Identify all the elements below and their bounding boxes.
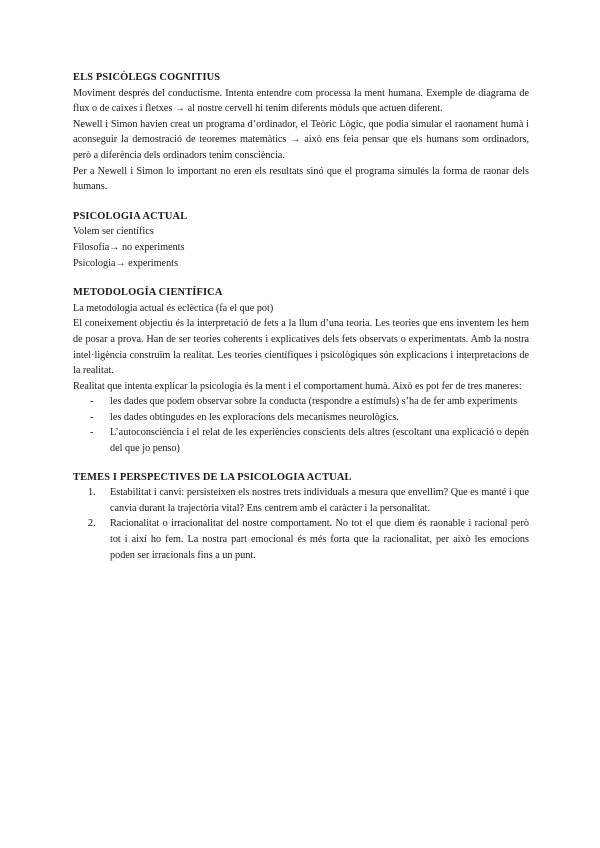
list-item-text: Racionalitat o irracionalitat del nostre comportament. No tot el que diem és raonable i racional però tot i així ho fem. La nostra part emocional és més forta que la racionalitat, per això les emocions poden ser irracionals fins a un punt. <box>110 518 529 561</box>
dash-marker: - <box>90 396 94 408</box>
section-title-metodologia: METODOLOGÍA CIENTÍFICA <box>73 287 223 299</box>
section-title-cognitius: ELS PSICÒLEGS COGNITIUS <box>73 72 221 83</box>
list-number: 2. <box>88 518 96 530</box>
paragraph: La metodologia actual és eclèctica (fa el que pot) <box>73 302 274 314</box>
paragraph: El coneixement objectiu és la interpretació de fets a la llum d’una teoria. Les teories que ens inventem les hem de posar a prova. Han de ser teories coherents i explicatives dels fets observats o experimentats. Amb la nostra intel·ligència construïm la realitat. Les teories científiques i psicològiques són explicacions i interpretacions de la realitat. <box>73 318 529 377</box>
text-line: Filosofía→ no experiments <box>73 241 185 253</box>
paragraph: Newell i Simon havien creat un programa d’ordinador, el Teòric Lògic, que podia simular el raonament humà i aconseguir la demostració de teoremes matemàtics → això ens feia pensar que els humans som ordinadors, però a diferència dels ordinadors tenim consciència. <box>73 118 529 161</box>
document-body <box>73 70 529 563</box>
list-number: 1. <box>88 487 96 499</box>
list-item-text: les dades que podem observar sobre la conducta (respondre a estímuls) s’ha de fer amb experiments <box>110 396 518 408</box>
list-item-text: Estabilitat i canvi: persisteixen els nostres trets individuals a mesura que envellim? Que es manté i que canvia durant la trajectòria vital? Ens centrem amb el caràcter i la personalitat. <box>110 487 529 514</box>
paragraph: Per a Newell i Simon lo important no eren els resultats sinó que el programa simulés la forma de raonar dels humans. <box>73 165 529 193</box>
list-item <box>73 394 529 410</box>
list-item-text: les dades obtingudes en les exploracions dels mecanismes neurològics. <box>110 411 399 423</box>
dash-marker: - <box>90 427 94 439</box>
paragraph: Realitat que intenta explicar la psicologia és la ment i el comportament humà. Això es pot fer de tres maneres: <box>73 380 522 392</box>
list-item <box>73 410 529 426</box>
list-item <box>73 516 529 563</box>
paragraph: Moviment després del conductisme. Intenta entendre com processa la ment humana. Exemple de diagrama de flux o de caixes i fletxes → al nostre cervell hi tenim diferents mòduls que actuen diferent. <box>73 87 529 115</box>
numbered-list <box>73 485 529 563</box>
section-title-actual: PSICOLOGIA ACTUAL <box>73 210 188 222</box>
text-line: Volem ser científics <box>73 226 154 238</box>
list-item-text: L’autoconsciència i el relat de les experiències conscients dels altres (escoltant una explicació o depèn del que jo penso) <box>110 427 529 455</box>
text-line: Psicologia→ experiments <box>73 257 178 269</box>
dash-list <box>73 394 529 456</box>
section-title-temes: TEMES I PERSPECTIVES DE LA PSICOLOGIA ACTUAL <box>73 471 352 483</box>
list-item <box>73 485 529 516</box>
list-item <box>73 425 529 456</box>
dash-marker: - <box>90 411 94 423</box>
